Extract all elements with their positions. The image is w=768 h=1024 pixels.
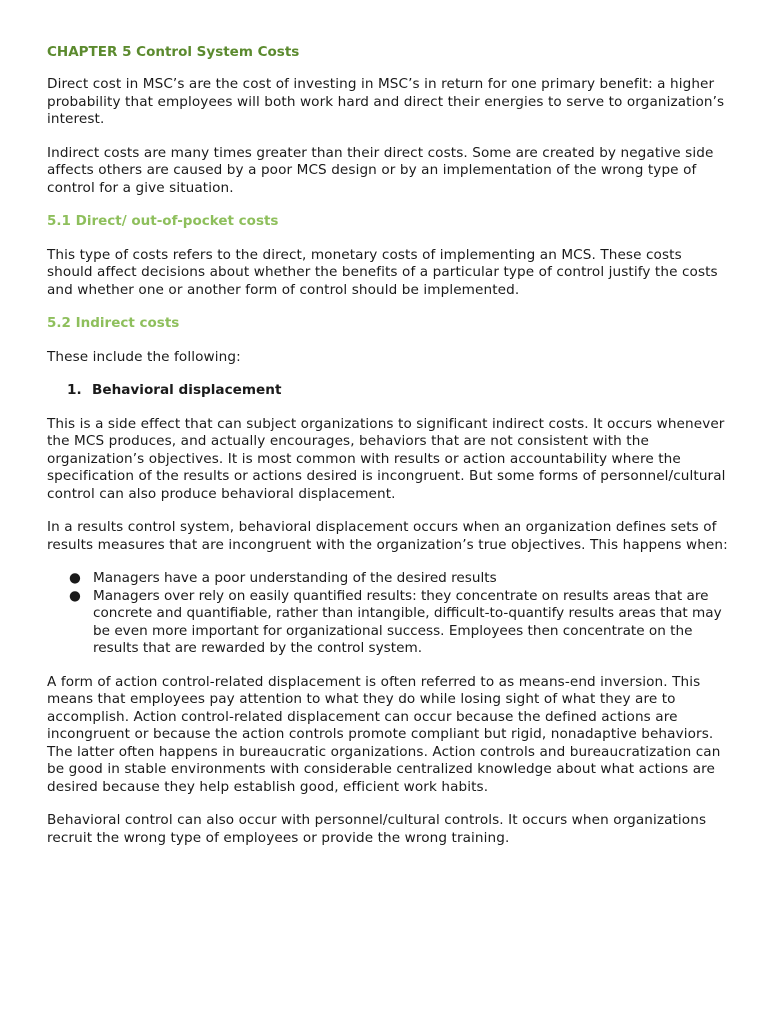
chapter-title: CHAPTER 5 Control System Costs — [47, 44, 300, 60]
bullet-icon: ● — [69, 570, 81, 586]
intro-paragraph-direct-cost: Direct cost in MSC’s are the cost of investing in MSC’s in return for one primary benefit: a higher probability that employees will both work hard and direct their energies to serve to organization’s interest. — [47, 76, 725, 127]
intro-paragraph-indirect-cost: Indirect costs are many times greater than their direct costs. Some are created by negative side affects others are caused by a poor MCS design or by an implementation of the wrong type of control for a give situation. — [47, 144, 714, 196]
numbered-item-number: 1. — [67, 382, 82, 398]
numbered-item-title: Behavioral displacement — [92, 382, 282, 398]
section-heading-5-1: 5.1 Direct/ out-of-pocket costs — [47, 213, 279, 229]
section-5-2-intro: These include the following: — [47, 348, 241, 365]
personnel-cultural-paragraph: Behavioral control can also occur with personnel/cultural controls. It occurs when organizations recruit the wrong type of employees or provide the wrong training. — [47, 812, 707, 846]
numbered-item-behavioral-displacement — [47, 382, 728, 400]
section-5-1-paragraph: This type of costs refers to the direct, monetary costs of implementing an MCS. These costs should affect decisions about whether the benefits of a particular type of control justify the costs and whether one or another form of control should be implemented. — [47, 246, 718, 298]
results-control-bullet-list — [47, 570, 728, 658]
list-item-text: Managers have a poor understanding of the desired results — [93, 570, 497, 586]
action-control-paragraph: A form of action control-related displacement is often referred to as means-end inversion. This means that employees pay attention to what they do while losing sight of what they are to accomplish. Action control-related displacement can occur because the defined actions are incongruent or because the action controls promote compliant but rigid, nonadaptive behaviors. The latter often happens in bureaucratic organizations. Action controls and bureaucratization can be good in stable environments with considerable centralized knowledge about what actions are desired because they help establish good, efficient work habits. — [47, 673, 721, 795]
list-item — [47, 570, 728, 588]
section-heading-5-2: 5.2 Indirect costs — [47, 315, 180, 331]
behavioral-displacement-paragraph-2: In a results control system, behavioral displacement occurs when an organization defines sets of results measures that are incongruent with the organization’s true objectives. This happens when: — [47, 519, 728, 553]
list-item — [47, 588, 728, 658]
bullet-icon: ● — [69, 587, 81, 604]
behavioral-displacement-paragraph-1: This is a side effect that can subject organizations to significant indirect costs. It occurs whenever the MCS produces, and actually encourages, behaviors that are not consistent with the organization’s objectives. It is most common with results or action accountability where the specification of the results or actions desired is incongruent. But some forms of personnel/cultural control can also produce behavioral displacement. — [47, 415, 726, 502]
list-item-text: Managers over rely on easily quantified results: they concentrate on results areas that are concrete and quantifiable, rather than intangible, difficult-to-quantify results areas that may be even more important for organizational success. Employees then concentrate on the results that are rewarded by the control system. — [93, 587, 722, 656]
